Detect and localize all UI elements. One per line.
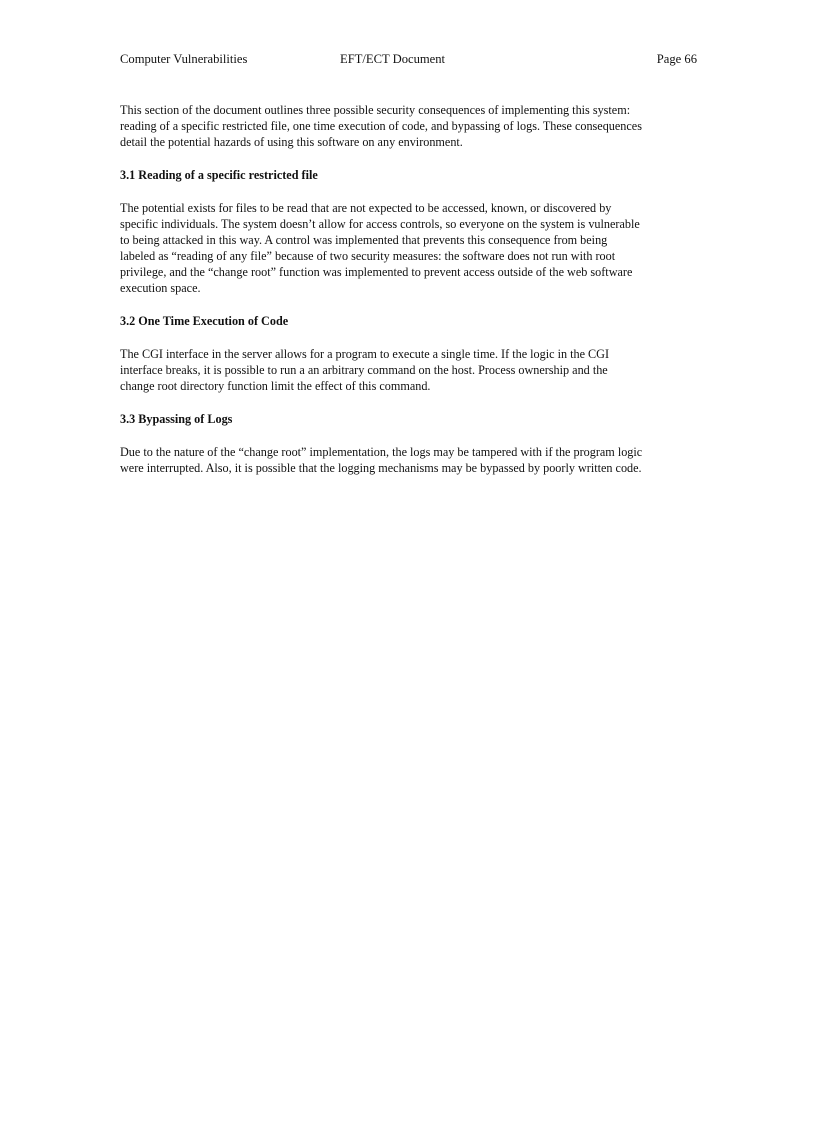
document-body <box>120 102 698 493</box>
paragraph-line: Due to the nature of the “change root” implementation, the logs may be tampered with if the program logic <box>120 445 643 459</box>
header-page-number: Page 66 <box>656 52 697 66</box>
paragraph-line: labeled as “reading of any file” because of two security measures: the software does not run with root <box>120 249 616 263</box>
header-left-title: Computer Vulnerabilities <box>120 52 248 66</box>
section-3-1-paragraph <box>120 200 698 296</box>
header-document-title: EFT/ECT Document <box>340 52 446 66</box>
paragraph-line: reading of a specific restricted file, one time execution of code, and bypassing of logs. These consequences <box>120 119 642 133</box>
paragraph-line: were interrupted. Also, it is possible that the logging mechanisms may be bypassed by poorly written code. <box>120 461 642 475</box>
section-heading-3-2: 3.2 One Time Execution of Code <box>120 314 289 328</box>
paragraph-line: interface breaks, it is possible to run a an arbitrary command on the host. Process ownership and the <box>120 363 608 377</box>
paragraph-line: change root directory function limit the effect of this command. <box>120 379 431 393</box>
paragraph-line: specific individuals. The system doesn’t allow for access controls, so everyone on the system is vulnerable <box>120 217 640 231</box>
paragraph-line: This section of the document outlines three possible security consequences of implementing this system: <box>120 103 631 117</box>
paragraph-line: to being attacked in this way. A control was implemented that prevents this consequence from being <box>120 233 608 247</box>
section-heading-3-1: 3.1 Reading of a specific restricted file <box>120 168 318 182</box>
paragraph-line: execution space. <box>120 281 201 295</box>
section-3-3-paragraph <box>120 444 698 476</box>
intro-paragraph <box>120 102 698 150</box>
paragraph-line: The CGI interface in the server allows for a program to execute a single time. If the logic in the CGI <box>120 347 610 361</box>
section-3-2-paragraph <box>120 346 698 394</box>
paragraph-line: detail the potential hazards of using this software on any environment. <box>120 135 463 149</box>
paragraph-line: The potential exists for files to be read that are not expected to be accessed, known, or discovered by <box>120 201 612 215</box>
page-header <box>120 51 697 69</box>
paragraph-line: privilege, and the “change root” function was implemented to prevent access outside of the web software <box>120 265 633 279</box>
section-heading-3-3: 3.3 Bypassing of Logs <box>120 412 233 426</box>
